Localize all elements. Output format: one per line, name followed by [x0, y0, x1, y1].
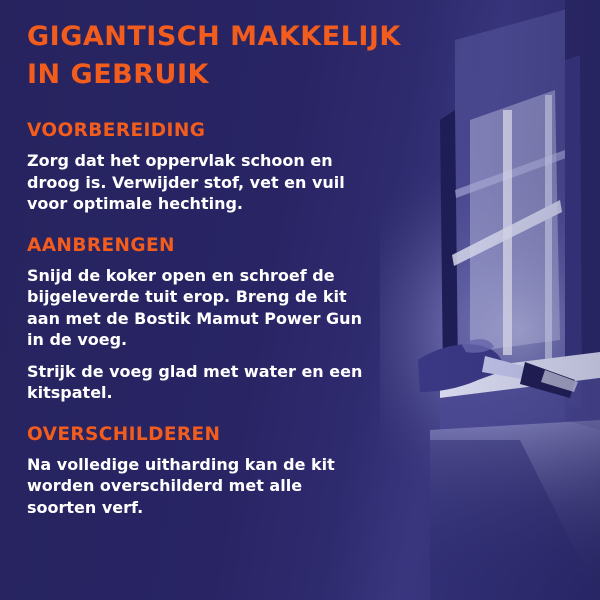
- paragraph-line: in de voeg.: [27, 330, 128, 349]
- paragraph-line: worden overschilderd met alle: [27, 476, 303, 495]
- section-paragraph: [27, 361, 427, 404]
- paragraph-line: voor optimale hechting.: [27, 194, 243, 213]
- instructions-text: [27, 18, 427, 518]
- paragraph-line: aan met de Bostik Mamut Power Gun: [27, 308, 362, 328]
- section-paragraph: [27, 454, 427, 519]
- paragraph-line: droog is. Verwijder stof, vet en vuil: [27, 172, 345, 192]
- paragraph-line: bijgeleverde tuit erop. Breng de kit: [27, 287, 347, 306]
- paragraph-line: Na volledige uitharding kan de kit: [27, 454, 335, 474]
- section-heading: VOORBEREIDING: [27, 120, 206, 141]
- section-paragraph: [27, 150, 427, 215]
- paragraph-line: kitspatel.: [27, 383, 113, 402]
- section-heading: OVERSCHILDEREN: [27, 423, 221, 445]
- paragraph-line: soorten verf.: [27, 497, 144, 517]
- paragraph-line: Snijd de koker open en schroef de: [27, 265, 335, 285]
- title-line: GIGANTISCH MAKKELIJK: [27, 21, 401, 52]
- section-preparation: [27, 120, 427, 215]
- paragraph-line: Strijk de voeg glad met water en een: [27, 361, 363, 381]
- paragraph-line: Zorg dat het oppervlak schoon en: [27, 151, 333, 170]
- section-heading: AANBRENGEN: [27, 234, 175, 256]
- section-painting-over: [27, 424, 427, 519]
- section-application: [27, 235, 427, 404]
- main-title: [27, 18, 427, 94]
- title-line: IN GEBRUIK: [27, 59, 209, 90]
- section-paragraph: [27, 265, 427, 351]
